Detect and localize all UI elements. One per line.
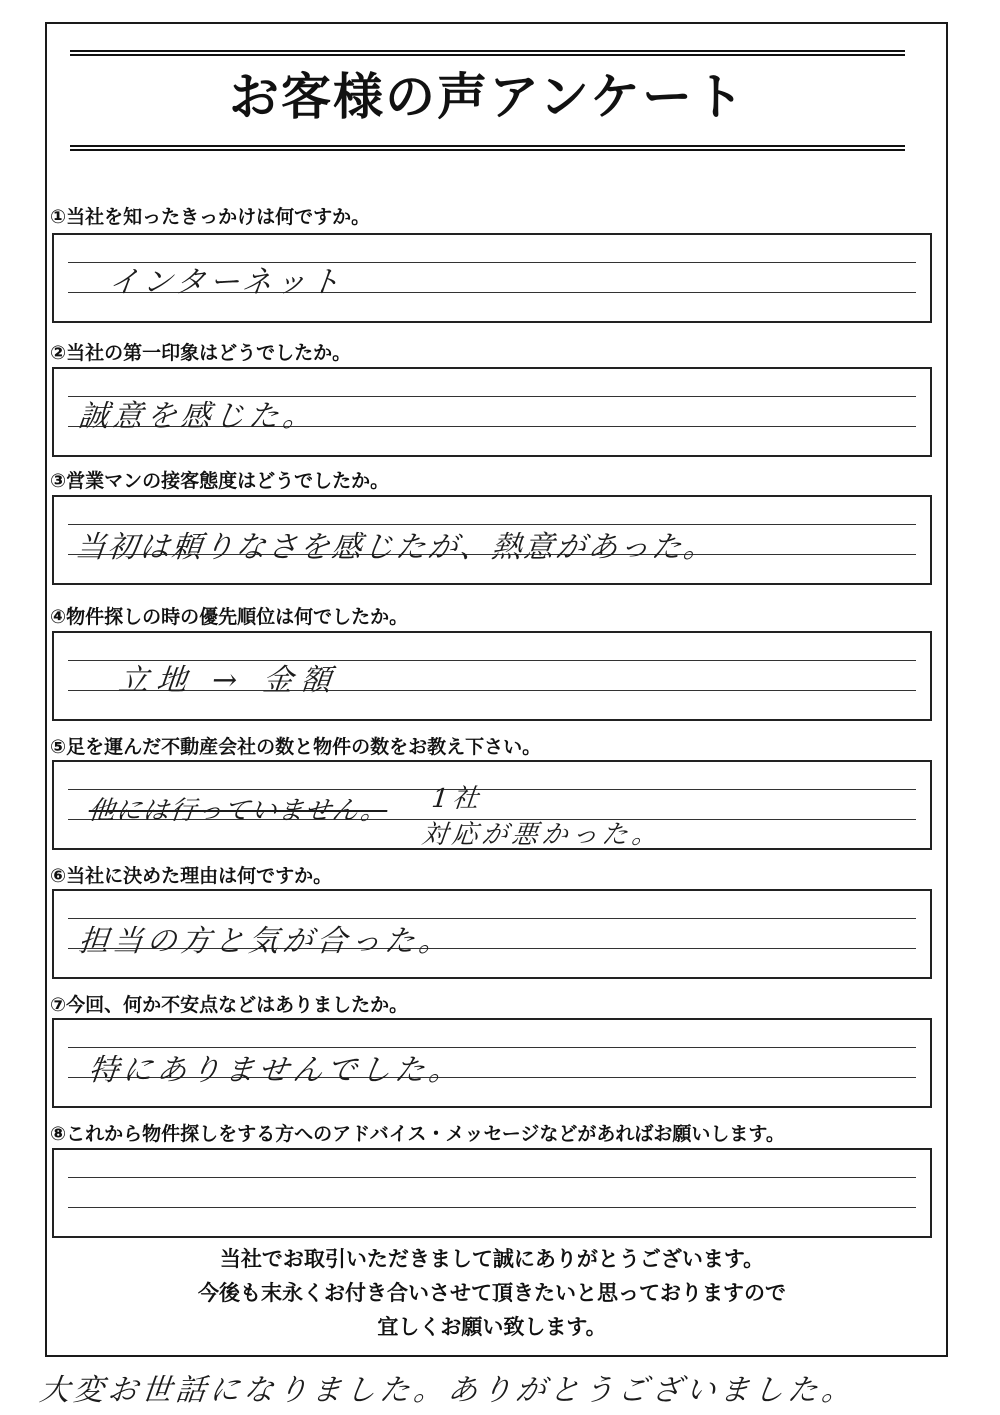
answer-box-3 [52,495,932,585]
answer-box-2 [52,367,932,457]
closing-line-3: 宜しくお願い致します。 [377,1314,607,1339]
question-4: ④物件探しの時の優先順位は何でしたか。 [50,606,409,628]
question-8: ⑧これから物件探しをする方へのアドバイス・メッセージなどがあればお願いします。 [50,1123,785,1145]
answer-box-7 [52,1018,932,1108]
question-5: ⑤足を運んだ不動産会社の数と物件の数をお教え下さい。 [50,736,542,758]
question-1: ①当社を知ったきっかけは何ですか。 [50,206,371,228]
answer-4-handwriting: 立地 → 金額 [116,663,341,698]
answer-7-handwriting: 特にありませんでした。 [86,1053,465,1088]
answer-5-struck-handwriting: 他には行っていません。 [87,796,389,826]
closing-line-2: 今後も末永くお付き合いさせて頂きたいと思っておりますので [198,1280,786,1305]
question-6: ⑥当社に決めた理由は何ですか。 [50,865,333,887]
answer-2-handwriting: 誠意を感じた。 [76,399,319,434]
closing-line-1: 当社でお取引いただきまして誠にありがとうございます。 [219,1246,765,1271]
question-3: ③営業マンの接客態度はどうでしたか。 [50,470,390,492]
title-rule-top [70,50,905,56]
question-2: ②当社の第一印象はどうでしたか。 [50,342,352,364]
answer-line [68,1207,916,1208]
answer-box-4 [52,631,932,721]
answer-1-handwriting: インターネット [106,265,346,300]
answer-box-5 [52,760,932,850]
answer-box-1 [52,233,932,323]
title-rule-bottom [70,145,905,151]
answer-line [68,1177,916,1178]
question-7: ⑦今回、何か不安点などはありましたか。 [50,994,409,1016]
answer-box-8 [52,1148,932,1238]
answer-5-handwriting-line2: 対応が悪かった。 [420,820,664,850]
answer-6-handwriting: 担当の方と気が合った。 [76,924,455,959]
answer-5-handwriting: 1社 [430,784,484,814]
answer-box-6 [52,889,932,979]
handwritten-signoff: 大変お世話になりました。ありがとうございました。 [37,1373,858,1408]
answer-3-handwriting: 当初は頼りなさを感じたが、熱意があった。 [73,530,718,565]
form-title: お客様の声アンケート [229,68,746,126]
